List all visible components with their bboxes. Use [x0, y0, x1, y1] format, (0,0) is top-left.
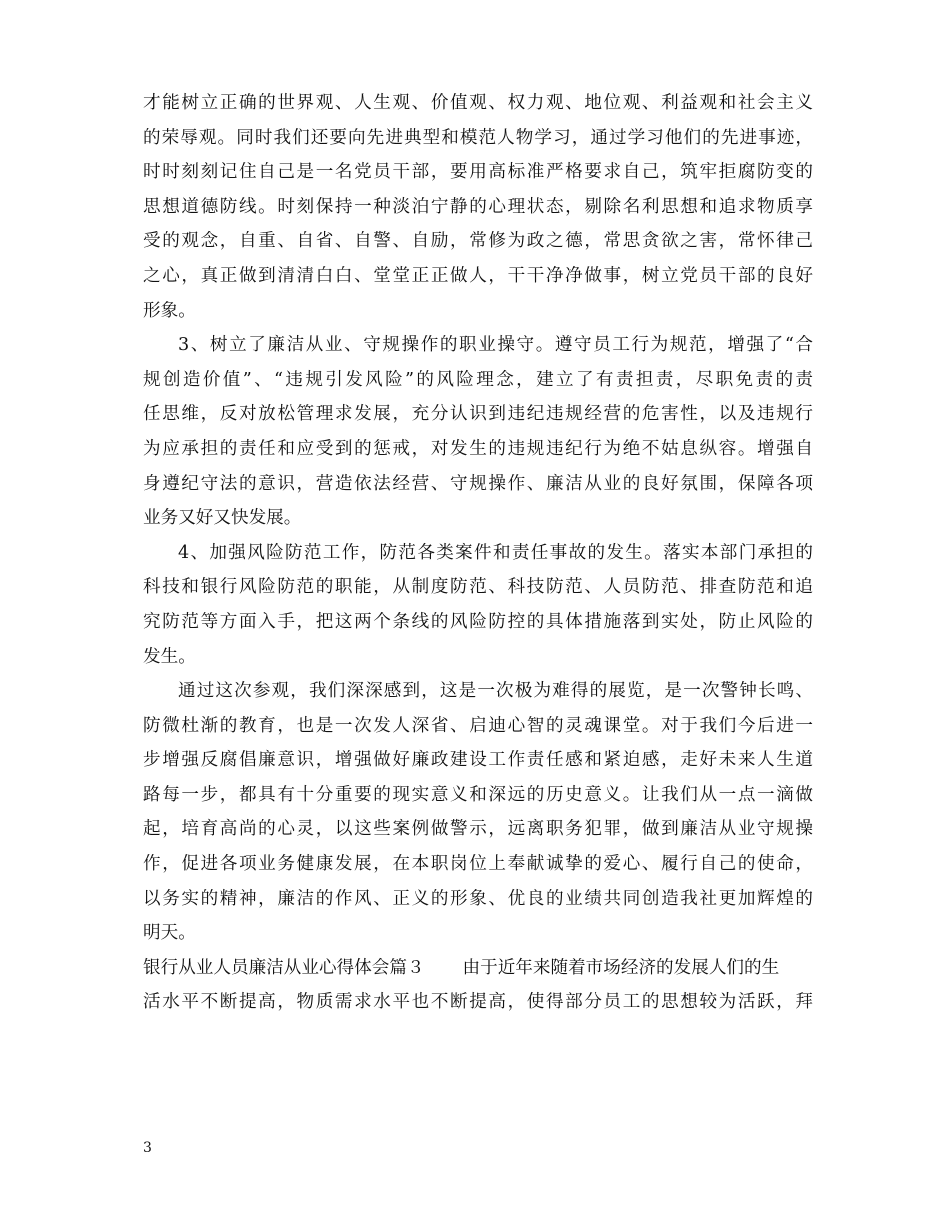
text-line: 作，促进各项业务健康发展，在本职岗位上奉献诚挚的爱心、履行自己的使命，: [143, 854, 813, 875]
text-line: 究防范等方面入手，把这两个条线的风险防控的具体措施落到实处，防止风险的: [143, 611, 813, 632]
text-line: 起，培育高尚的心灵，以这些案例做警示，远离职务犯罪，做到廉洁从业守规操: [143, 819, 813, 840]
text-line: 的荣辱观。同时我们还要向先进典型和模范人物学习，通过学习他们的先进事迹，: [143, 127, 813, 148]
text-line: 防微杜渐的教育，也是一次发人深省、启迪心智的灵魂课堂。对于我们今后进一: [143, 715, 813, 736]
text-line: 发生。: [143, 646, 196, 667]
text-line: 步增强反腐倡廉意识，增强做好廉政建设工作责任感和紧迫感，走好未来人生道: [143, 750, 813, 771]
text-line: 规创造价值”、“违规引发风险”的风险理念，建立了有责担责，尽职免责的责: [143, 369, 813, 390]
text-line: 科技和银行风险防范的职能，从制度防范、科技防范、人员防范、排查防范和追: [143, 577, 813, 598]
page-number: 3: [143, 1140, 152, 1156]
text-line: 通过这次参观，我们深深感到，这是一次极为难得的展览，是一次警钟长鸣、: [178, 681, 813, 702]
text-line: 活水平不断提高，物质需求水平也不断提高，使得部分员工的思想较为活跃，拜: [143, 992, 813, 1013]
text-line: 路每一步，都具有十分重要的现实意义和深远的历史意义。让我们从一点一滴做: [143, 784, 813, 805]
text-line: 任思维，反对放松管理求发展，充分认识到违纪违规经营的危害性，以及违规行: [143, 404, 813, 425]
text-line: 身遵纪守法的意识，营造依法经营、守规操作、廉洁从业的良好氛围，保障各项: [143, 473, 813, 494]
section-heading-title: 银行从业人员廉洁从业心得体会篇３: [143, 957, 425, 978]
text-line: 业务又好又快发展。: [143, 508, 302, 529]
text-line: 之心，真正做到清清白白、堂堂正正做人，干干净净做事，树立党员干部的良好: [143, 265, 813, 286]
section-heading-line: [143, 951, 813, 986]
text-line: 明天。: [143, 923, 196, 944]
text-line: 为应承担的责任和应受到的惩戒，对发生的违规违纪行为绝不姑息纵容。增强自: [143, 438, 813, 459]
section-heading-continuation: 由于近年来随着市场经济的发展人们的生: [462, 957, 780, 978]
text-line: 形象。: [143, 300, 196, 321]
text-line: 3、树立了廉洁从业、守规操作的职业操守。遵守员工行为规范，增强了“合: [178, 335, 813, 356]
text-line: 才能树立正确的世界观、人生观、价值观、权力观、地位观、利益观和社会主义: [143, 93, 813, 113]
text-line: 4、加强风险防范工作，防范各类案件和责任事故的发生。落实本部门承担的: [178, 542, 813, 563]
text-line: 受的观念，自重、自省、自警、自励，常修为政之德，常思贪欲之害，常怀律己: [143, 231, 813, 252]
text-line: 思想道德防线。时刻保持一种淡泊宁静的心理状态，剔除名利思想和追求物质享: [143, 196, 813, 217]
text-line: 时时刻刻记住自己是一名党员干部，要用高标准严格要求自己，筑牢拒腐防变的: [143, 162, 813, 183]
document-body: [143, 86, 813, 1020]
text-line: 以务实的精神，廉洁的作风、正义的形象、优良的业绩共同创造我社更加辉煌的: [143, 888, 813, 909]
